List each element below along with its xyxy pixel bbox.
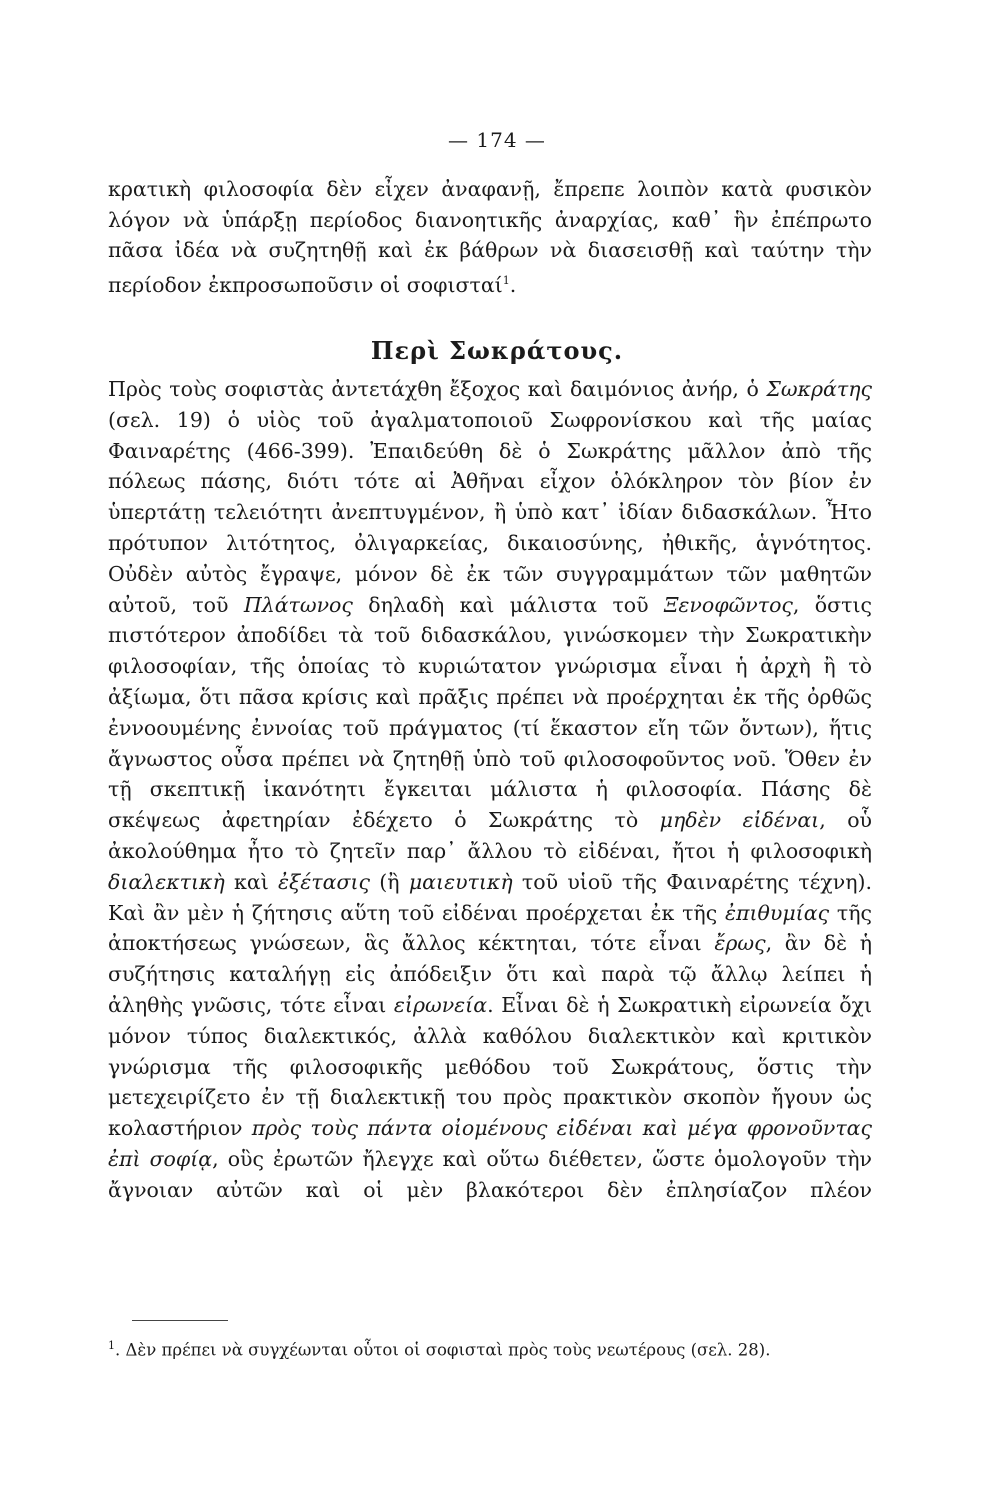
italic-run: Πλάτωνος (243, 592, 353, 617)
text-run: , ὅστις πιστότερον ἀποδίδει τὰ τοῦ διδασκάλου, γινώσκομεν τὴν Σωκρατικὴν φιλοσοφίαν, τῆς ὁποίας τὸ κυριώτατον γνώρισμα εἶναι ἡ ἀρχὴ ἢ τὸ ἀξίωμα, ὅτι πᾶσα κρίσις καὶ πρᾶξις πρέπει νὰ προέρχηται ἐκ τῆς ὀρθῶς ἐννοουμένης ἐννοίας τοῦ πράγματος (τί ἕκαστον εἴη τῶν ὄντων), ἥτις ἄγνωστος οὖσα πρέπει νὰ ζητηθῇ ὑπὸ τοῦ φιλοσοφοῦντος νοῦ. Ὅθεν ἐν τῇ σκεπτικῇ ἱκανότητι ἔγκειται μάλιστα ἡ φιλοσοφία. Πάσης δὲ σκέψεως ἀφετηρίαν ἐδέχετο ὁ Σωκράτης τὸ (108, 592, 872, 833)
paragraph-socrates (108, 374, 872, 1206)
paragraph-intro (108, 174, 872, 300)
text-run: , ἂν δὲ ἡ συζήτησις καταλήγῃ εἰς ἀπόδειξιν ὅτι καὶ παρὰ τῷ ἄλλῳ λείπει ἡ ἀληθὴς γνῶσις, τότε εἶναι (108, 931, 872, 1017)
italic-run: ἔρως (714, 931, 766, 956)
paragraph-intro-text: κρατικὴ φιλοσοφία δὲν εἶχεν ἀναφανῇ, ἔπρεπε λοιπὸν κατὰ φυσικὸν λόγον νὰ ὑπάρξῃ περίοδος διανοητικῆς ἀναρχίας, καθ᾽ ἣν ἐπέπρωτο πᾶσα ἰδέα νὰ συζητηθῇ καὶ ἐκ βάθρων νὰ διασεισθῇ καὶ ταύτην τὴν (108, 177, 872, 263)
text-run: τοῦ υἱοῦ τῆς Φαιναρέτης τέχνη). Καὶ ἂν μὲν ἡ ζήτησις αὕτη τοῦ εἰδέναι προέρχεται ἐκ τῆς (108, 869, 872, 925)
footnote-reference: 1 (502, 273, 510, 287)
text-run: τῆς ἀποκτήσεως γνώσεων, ἃς ἄλλος κέκτηται, τότε εἶναι (108, 900, 873, 956)
italic-run: εἰρωνεία (393, 992, 488, 1017)
text-run: (σελ. 19) ὁ υἱὸς τοῦ ἀγαλματοποιοῦ Σωφρονίσκου καὶ τῆς μαίας Φαιναρέτης (466-399). Ἐπαιδεύθη δὲ ὁ Σωκράτης μᾶλλον ἀπὸ τῆς πόλεως πάσης, διότι τότε αἱ Ἀθῆναι εἶχον ὁλόκληρον τὸν βίον ἐν ὑπερτάτῃ τελειότητι ἀνεπτυγμένον, ἢ ὑπὸ κατ᾽ ἰδίαν διδασκάλων. Ἦτο πρότυπον λιτότητος, ὀλιγαρκείας, δικαιοσύνης, ἠθικῆς, ἁγνότητος. Οὐδὲν αὐτὸς ἔγραψε, μόνον δὲ ἐκ τῶν συγγραμμάτων τῶν μαθητῶν αὐτοῦ, τοῦ (108, 407, 872, 617)
paragraph-intro-end: . (509, 272, 517, 297)
page-number: — 174 — (448, 128, 546, 152)
italic-run: Ξενοφῶντος (663, 592, 793, 617)
text-run: καὶ (224, 869, 279, 894)
italic-run: ἐξέτασις (278, 869, 371, 894)
text-run: . Εἶναι δὲ ἡ Σωκρατικὴ εἰρωνεία ὄχι μόνον τύπος διαλεκτικός, ἀλλὰ καθόλου διαλεκτικὸν καὶ κριτικὸν γνώρισμα τῆς φιλοσοφικῆς μεθόδου τοῦ Σωκράτους, ὅστις τὴν μετεχειρίζετο ἐν τῇ διαλεκτικῇ του πρὸς πρακτικὸν σκοπὸν ἤγουν ὡς κολαστήριον (108, 992, 872, 1141)
paragraph-intro-last-text: περίοδον ἐκπροσωποῦσιν οἱ σοφισταί (108, 272, 503, 297)
italic-run: διαλεκτικὴ (108, 869, 225, 894)
italic-run: μαιευτικὴ (408, 869, 513, 894)
italic-run: μηδὲν εἰδέναι (659, 808, 820, 833)
text-run: , οὗ ἀκολούθημα ἦτο τὸ ζητεῖν παρ᾽ ἄλλου τὸ εἰδέναι, ἤτοι ἡ φιλοσοφικὴ (108, 808, 872, 863)
italic-run: ἐπιθυμίας (725, 900, 830, 925)
section-heading: Περὶ Σωκράτους. (370, 336, 624, 365)
italic-run: πρὸς τοὺς πάντα οἰομένους εἰδέναι καὶ μέγα φρονοῦντας ἐπὶ σοφίᾳ (108, 1116, 872, 1171)
footnote-text: . Δὲν πρέπει νὰ συγχέωνται οὗτοι οἱ σοφισταὶ πρὸς τοὺς νεωτέρους (σελ. 28). (115, 1340, 771, 1360)
paragraph-intro-last-line (108, 266, 872, 300)
text-run: δηλαδὴ καὶ μάλιστα τοῦ (352, 592, 664, 617)
italic-run: Σωκράτης (766, 377, 872, 401)
text-run: (ἢ (370, 869, 409, 894)
footnote-mark: 1 (108, 1339, 115, 1352)
footnote (108, 1332, 872, 1364)
text-run: Πρὸς τοὺς σοφιστὰς ἀντετάχθη ἔξοχος καὶ δαιμόνιος ἀνήρ, ὁ (108, 377, 767, 401)
footnote-divider (132, 1320, 228, 1321)
text-run: , οὓς ἐρωτῶν ἤλεγχε καὶ οὕτω διέθετεν, ὥστε ὁμολογοῦν τὴν ἄγνοιαν αὐτῶν καὶ οἱ μὲν βλακότεροι δὲν ἐπλησίαζον πλέον (108, 1146, 872, 1202)
